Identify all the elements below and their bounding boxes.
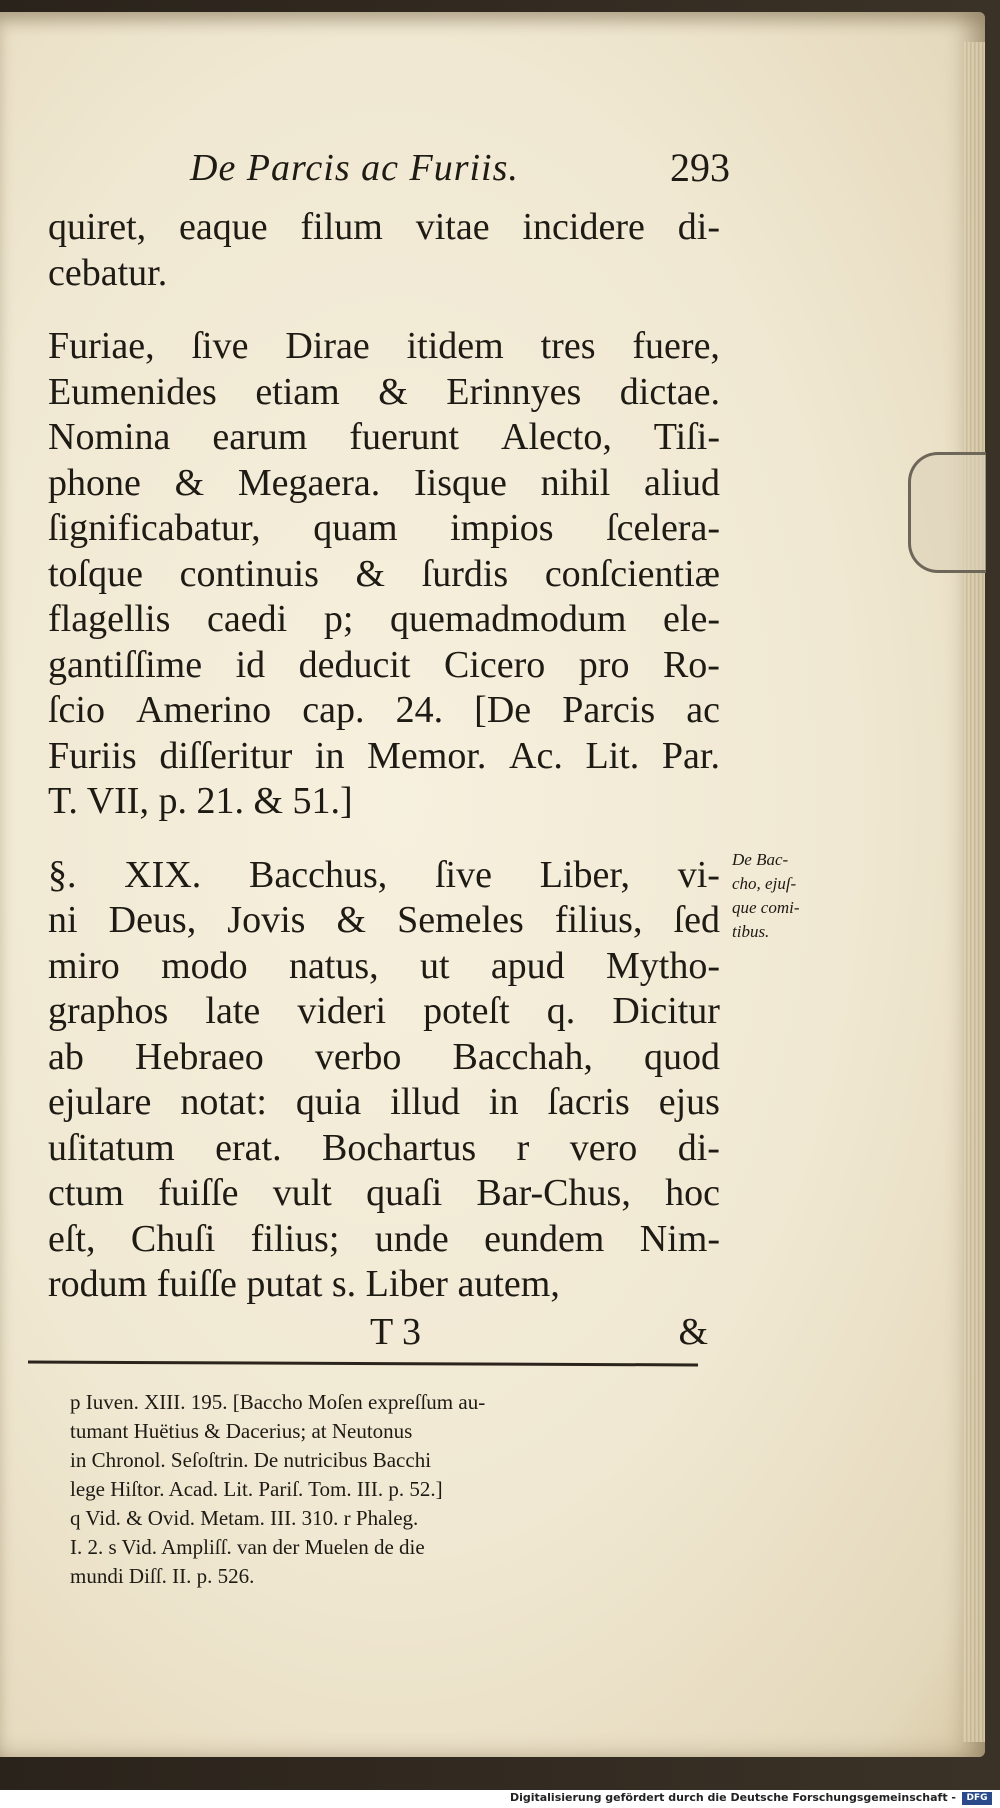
text-line: flagellis caedi p; quemadmodum ele- — [48, 598, 720, 640]
paragraph-gap — [48, 296, 720, 324]
text-line: cebatur. — [48, 251, 168, 294]
margin-note-line: tibus. — [732, 922, 770, 941]
paragraph-gap — [48, 825, 720, 853]
text-line: T. VII, p. 21. & 51.] — [48, 780, 353, 822]
text-line: ſcio Amerino cap. 24. [De Parcis ac — [48, 689, 720, 731]
page-number: 293 — [670, 145, 730, 190]
dfg-logo-icon: DFG — [962, 1792, 992, 1805]
margin-note-line: que comi- — [732, 898, 800, 917]
text-line: §. XIX. Bacchus, ſive Liber, vi- — [48, 853, 720, 896]
main-text — [48, 205, 720, 1308]
margin-note-line: De Bac- — [732, 850, 789, 869]
text-line: graphos late videri poteſt q. Dicitur — [48, 990, 720, 1032]
marginal-note — [732, 848, 852, 944]
running-title: De Parcis ac Furiis. — [190, 147, 519, 189]
text-line: Nomina earum fuerunt Alecto, Tiſi- — [48, 416, 720, 458]
footnote-line: I. 2. s Vid. Ampliſſ. van der Muelen de die — [70, 1535, 425, 1559]
text-line: phone & Megaera. Iisque nihil aliud — [48, 461, 720, 504]
signature-mark: T 3 — [370, 1311, 422, 1353]
margin-note-line: cho, ejuſ- — [732, 874, 797, 893]
text-line: uſitatum erat. Bochartus r vero di- — [48, 1126, 720, 1169]
catchword: & — [678, 1311, 708, 1353]
text-line: ctum fuiſſe vult quaſi Bar-Chus, hoc — [48, 1172, 720, 1214]
text-line: Furiis diſſeritur in Memor. Ac. Lit. Par. — [48, 734, 720, 777]
text-line: miro modo natus, ut apud Mytho- — [48, 944, 720, 987]
page-edge — [963, 42, 985, 1742]
bookmark-tab — [908, 452, 986, 573]
footnote-line: lege Hiſtor. Acad. Lit. Pariſ. Tom. III. p. 52.] — [70, 1477, 443, 1501]
running-header — [190, 140, 730, 200]
footnote-line: tumant Huëtius & Dacerius; at Neutonus — [70, 1419, 413, 1443]
text-line: ab Hebraeo verbo Bacchah, quod — [48, 1035, 720, 1078]
text-line: quiret, eaque filum vitae incidere di- — [48, 206, 720, 248]
text-line: gantiſſime id deducit Cicero pro Ro- — [48, 643, 720, 686]
text-line: Eumenides etiam & Erinnyes dictae. — [48, 370, 720, 413]
digitization-notice: Digitalisierung gefördert durch die Deutsche Forschungsgemeinschaft - — [509, 1791, 956, 1804]
footnotes — [70, 1388, 698, 1591]
text-line: ejulare notat: quia illud in ſacris ejus — [48, 1081, 720, 1123]
footnote-line: q Vid. & Ovid. Metam. III. 310. r Phaleg. — [70, 1506, 419, 1530]
text-line: Furiae, ſive Dirae itidem tres fuere, — [48, 325, 720, 367]
text-line: eſt, Chuſi filius; unde eundem Nim- — [48, 1217, 720, 1260]
footnote-line: p Iuven. XIII. 195. [Baccho Moſen expreſſum au- — [70, 1390, 486, 1414]
text-line: rodum fuiſſe putat s. Liber autem, — [48, 1263, 560, 1305]
text-line: ſignificabatur, quam impios ſcelera- — [48, 507, 720, 549]
text-line: toſque continuis & ſurdis conſcientiæ — [48, 552, 720, 595]
footnote-line: mundi Diſſ. II. p. 526. — [70, 1564, 255, 1588]
footnote-line: in Chronol. Seſoſtrin. De nutricibus Bacchi — [70, 1448, 432, 1472]
text-line: ni Deus, Jovis & Semeles filius, ſed — [48, 899, 720, 941]
digitization-bar — [0, 1790, 1000, 1808]
catchline — [48, 1310, 708, 1356]
